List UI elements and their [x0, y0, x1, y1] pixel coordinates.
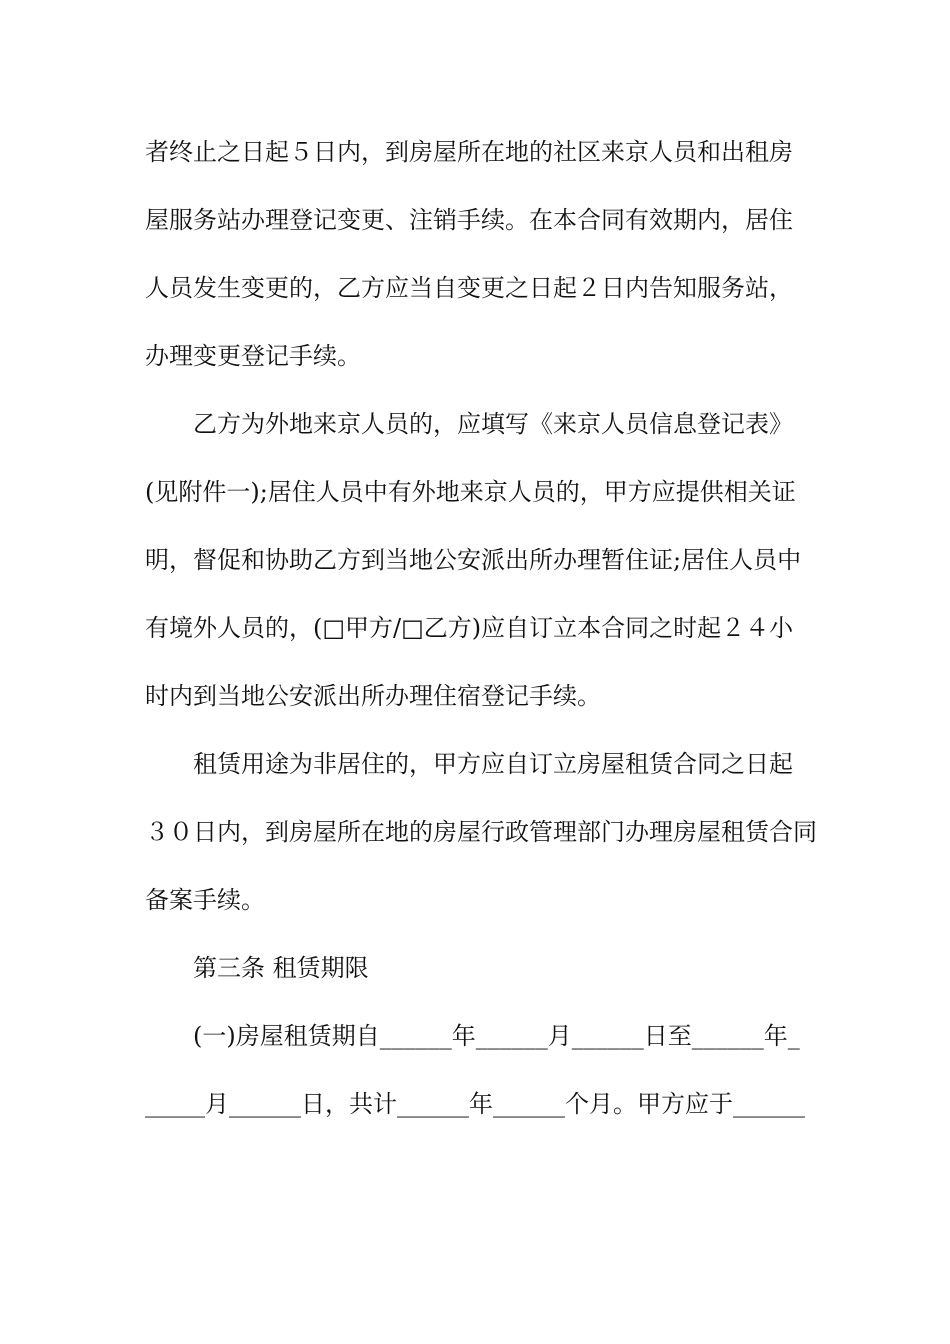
- text-line-3: 人员发生变更的，乙方应当自变更之日起２日内告知服务站，: [145, 274, 793, 302]
- contract-text: [145, 128, 817, 1148]
- text-line-14: (一)房屋租赁期自______年______月______日至______年_: [193, 1022, 800, 1050]
- text-line-7: 明，督促和协助乙方到当地公安派出所办理暂住证;居住人员中: [145, 546, 802, 574]
- text-line-8: 有境外人员的，(□甲方/□乙方)应自订立本合同之时起２４小: [145, 614, 794, 642]
- text-line-6: (见附件一);居住人员中有外地来京人员的，甲方应提供相关证: [145, 478, 796, 506]
- text-line-9: 时内到当地公安派出所办理住宿登记手续。: [145, 682, 601, 710]
- section-heading: 第三条 租赁期限: [193, 954, 369, 982]
- text-line-5: 乙方为外地来京人员的，应填写《来京人员信息登记表》: [193, 410, 793, 438]
- text-line-12: 备案手续。: [145, 886, 265, 914]
- text-line-11: ３０日内，到房屋所在地的房屋行政管理部门办理房屋租赁合同: [145, 818, 817, 846]
- text-line-2: 屋服务站办理登记变更、注销手续。在本合同有效期内，居住: [145, 206, 793, 234]
- text-line-1: 者终止之日起５日内，到房屋所在地的社区来京人员和出租房: [145, 138, 793, 166]
- text-line-15: _____月______日，共计______年______个月。甲方应于______: [145, 1090, 805, 1118]
- text-line-10: 租赁用途为非居住的，甲方应自订立房屋租赁合同之日起: [193, 750, 793, 778]
- text-line-4: 办理变更登记手续。: [145, 342, 361, 370]
